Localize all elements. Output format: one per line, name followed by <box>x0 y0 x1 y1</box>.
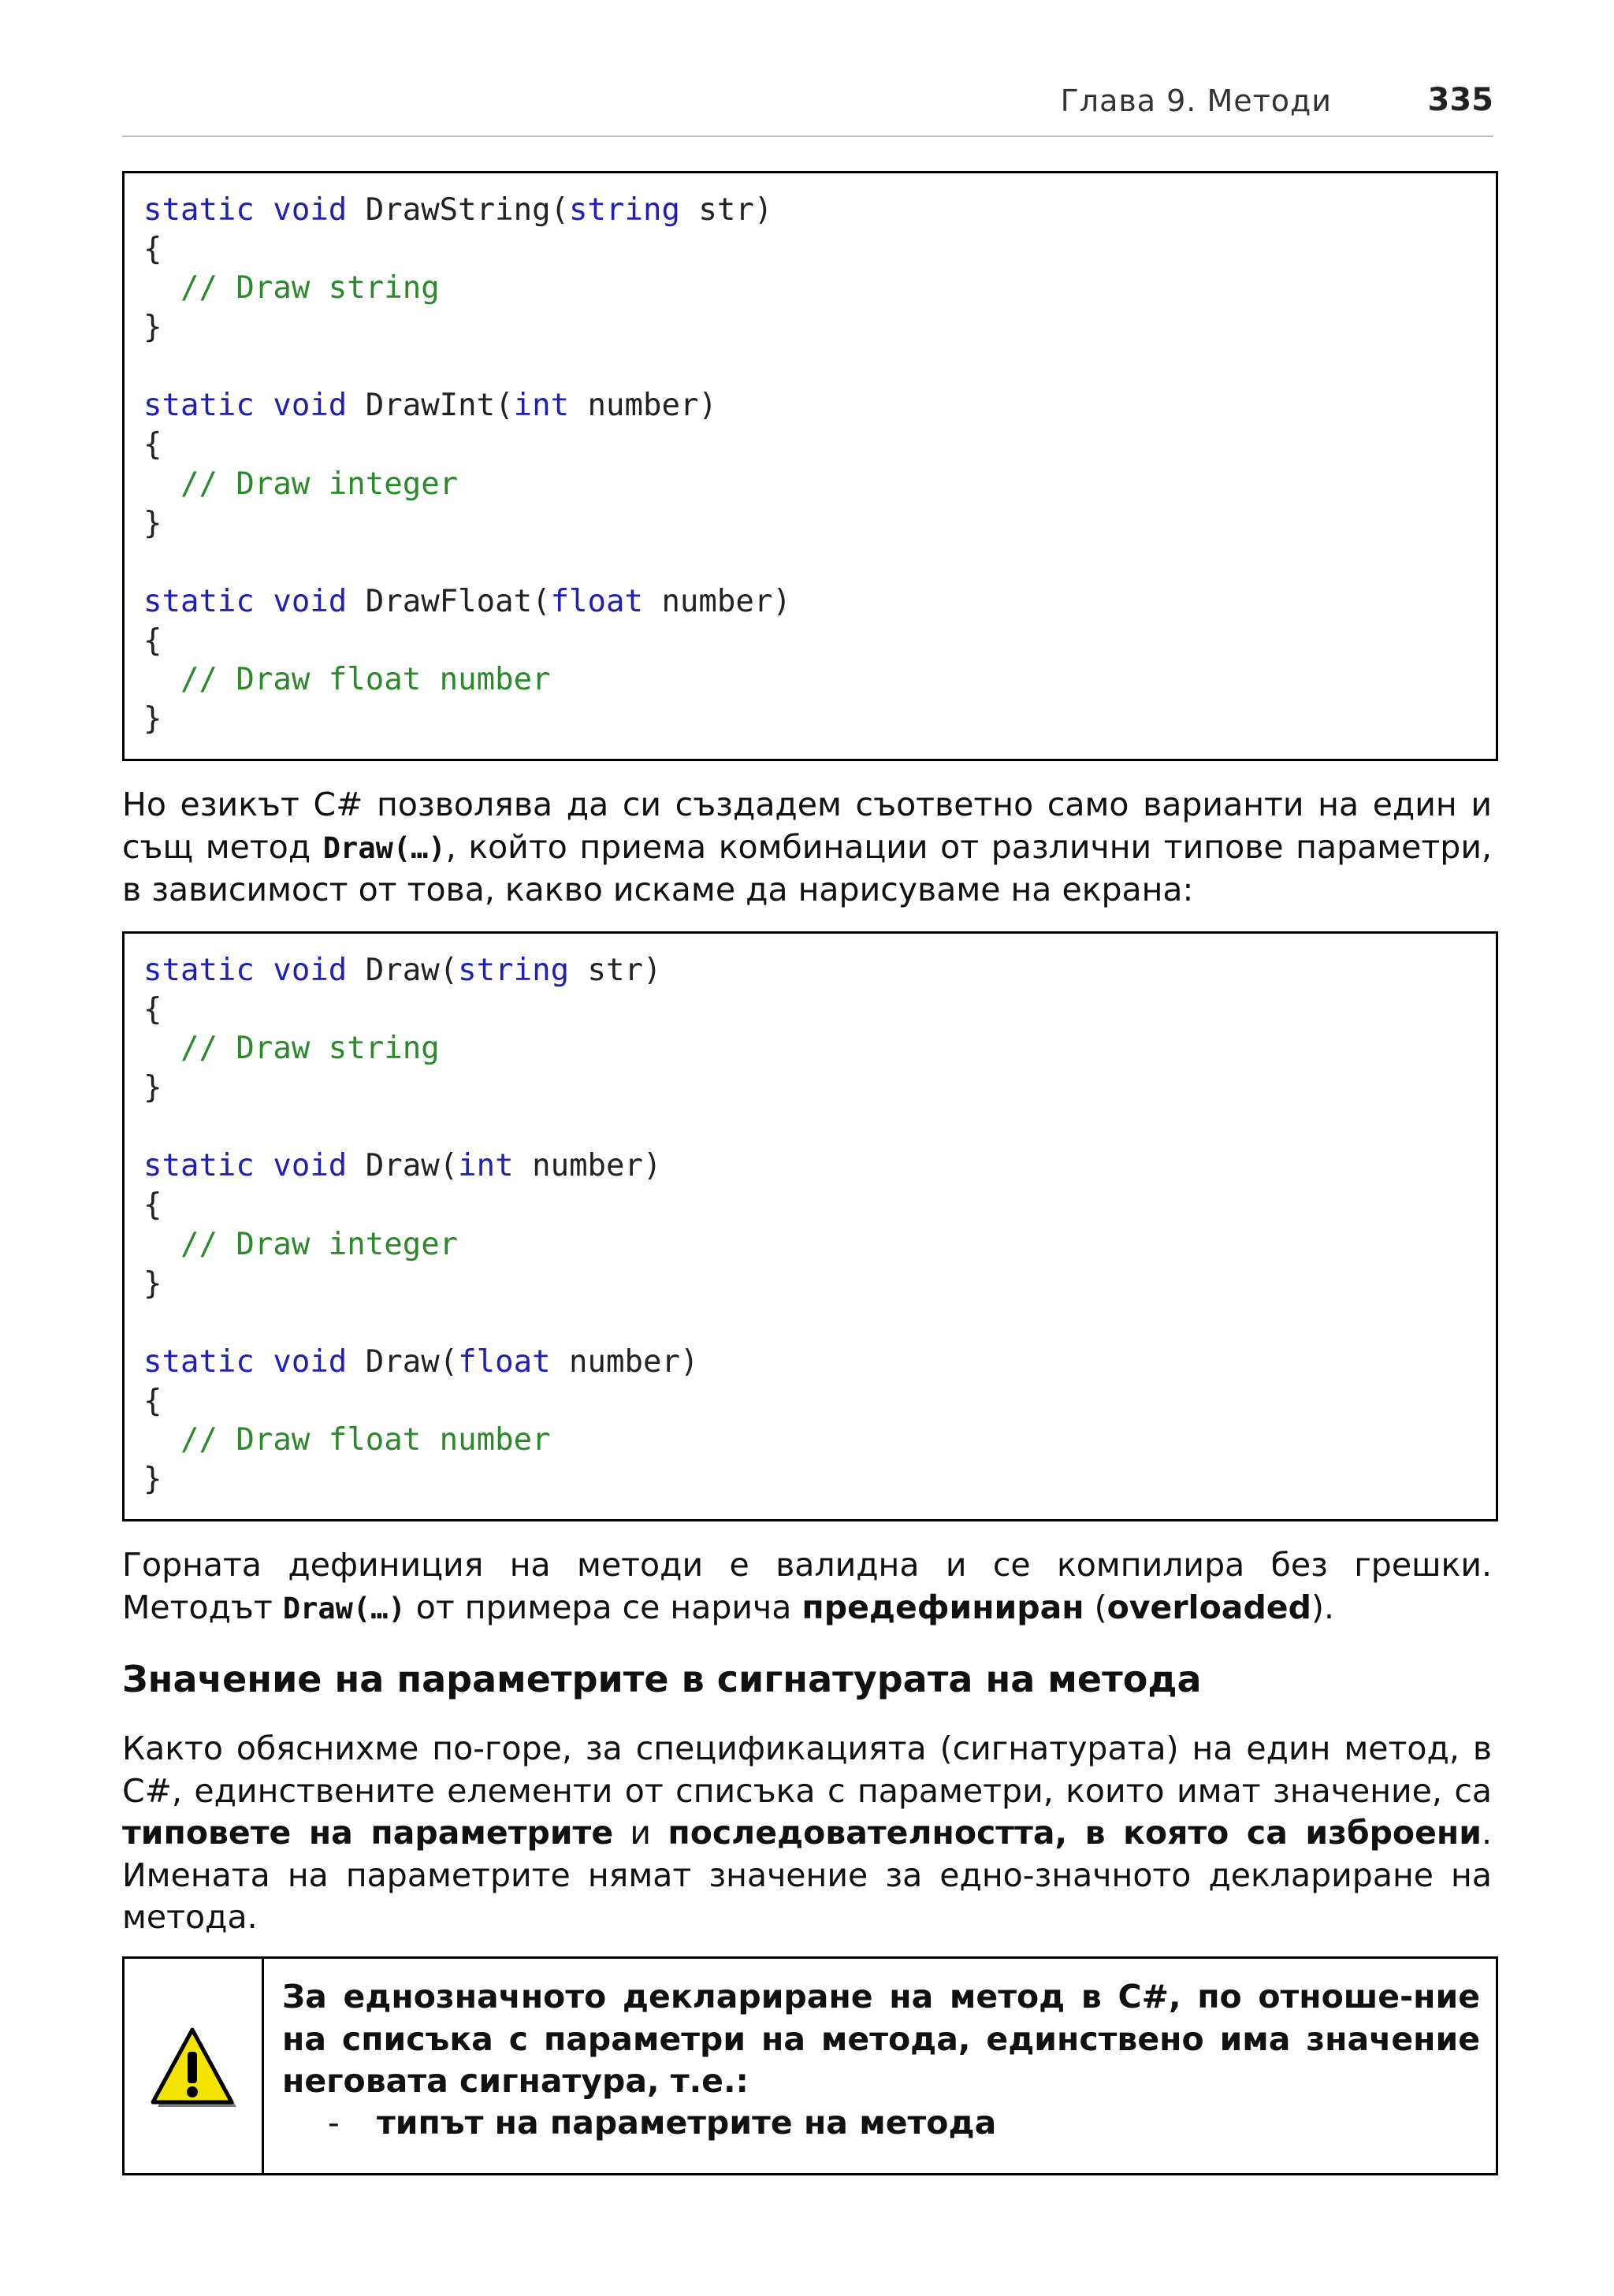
code-line <box>143 269 1496 308</box>
code-comment: // Draw string <box>143 270 440 307</box>
code-block-overloaded-draw <box>122 931 1498 1521</box>
page-number: 335 <box>1427 82 1493 118</box>
code-line <box>143 1343 1496 1382</box>
code-comment: // Draw string <box>143 1031 440 1067</box>
code-text: } <box>143 1265 162 1302</box>
code-line <box>143 1186 1496 1225</box>
term-parameter-types: типовете на параметрите <box>122 1814 614 1852</box>
code-block-draw-methods <box>122 171 1498 761</box>
code-text: Draw( <box>347 1148 459 1184</box>
code-text: } <box>143 310 162 346</box>
code-text: { <box>143 1383 162 1419</box>
code-text: number) <box>642 583 791 619</box>
term-predefined: предефиниран <box>801 1588 1084 1626</box>
code-keyword: static void <box>143 583 348 619</box>
code-text: DrawFloat( <box>347 583 551 619</box>
code-line <box>143 582 1496 622</box>
section-heading: Значение на параметрите в сигнатурата на метода <box>122 1658 1202 1700</box>
code-line <box>143 1382 1496 1421</box>
code-line <box>143 700 1496 739</box>
code-text: DrawInt( <box>347 388 514 424</box>
code-keyword: string <box>569 192 680 228</box>
inline-code-draw: Draw(…) <box>282 1591 406 1625</box>
code-line <box>143 951 1496 990</box>
code-text: { <box>143 231 162 267</box>
code-line <box>143 230 1496 269</box>
code-keyword: static void <box>143 388 348 424</box>
code-text: } <box>143 1070 162 1106</box>
code-line <box>143 191 1496 230</box>
code-keyword: int <box>458 1148 514 1184</box>
code-line <box>143 1108 1496 1147</box>
code-text: number) <box>513 1148 662 1184</box>
code-text: str) <box>569 953 662 988</box>
code-line <box>143 1460 1496 1499</box>
note-text: За еднозначното деклариране на метод в C#, по отноше-ние на списъка с параметри на метода, единствено има значение неговата сигнатура, т.е.: <box>282 1978 1480 2100</box>
code-line <box>143 1225 1496 1265</box>
code-keyword: float <box>458 1343 551 1380</box>
code-keyword: static void <box>143 953 348 988</box>
code-text: { <box>143 427 162 463</box>
code-line <box>143 347 1496 387</box>
code-line <box>143 465 1496 504</box>
code-text: { <box>143 622 162 659</box>
code-text: Draw( <box>347 953 459 988</box>
code-text: } <box>143 505 162 541</box>
code-text: { <box>143 991 162 1027</box>
code-line <box>143 622 1496 661</box>
inline-code-draw: Draw(…) <box>322 830 446 865</box>
code-line <box>143 543 1496 582</box>
code-line <box>143 1068 1496 1108</box>
term-overloaded: overloaded <box>1106 1588 1311 1626</box>
code-keyword: static void <box>143 1343 348 1380</box>
code-line <box>143 1146 1496 1186</box>
code-text: } <box>143 1461 162 1497</box>
code-line <box>143 504 1496 544</box>
code-line <box>143 990 1496 1030</box>
code-text: DrawString( <box>347 192 570 228</box>
warning-icon <box>148 2025 240 2116</box>
code-line <box>143 1265 1496 1304</box>
code-keyword: float <box>550 583 643 619</box>
note-bullet-item <box>328 2102 996 2145</box>
code-line <box>143 1421 1496 1460</box>
bullet-dash: - <box>328 2104 340 2142</box>
code-text: Draw( <box>347 1343 459 1380</box>
code-keyword: string <box>458 953 570 988</box>
term-parameter-order: последователността, в която са изброени <box>668 1814 1482 1852</box>
code-line <box>143 660 1496 700</box>
code-text: number) <box>569 388 717 424</box>
code-line <box>143 425 1496 465</box>
paragraph-overloaded-definition: Горната дефиниция на методи е валидна и се компилира без грешки. Методът Draw(…) от примера се нарича предефиниран (overloaded). <box>122 1546 1492 1626</box>
code-line <box>143 1303 1496 1343</box>
code-keyword: int <box>513 388 570 424</box>
note-icon-cell <box>125 1959 264 2173</box>
paragraph-signature-parameters: Както обяснихме по-горе, за спецификацията (сигнатурата) на един метод, в C#, единствените елементи от списъка с параметри, които имат значение, са типовете на параметрите и последователността, в която са изброени. Имената на параметрите нямат значение за едно-значното деклариране на метода. <box>122 1729 1492 1936</box>
code-comment: // Draw integer <box>143 466 459 502</box>
page-header <box>122 76 1493 137</box>
code-comment: // Draw float number <box>143 662 551 698</box>
code-comment: // Draw integer <box>143 1226 459 1262</box>
bullet-text: типът на параметрите на метода <box>377 2104 997 2142</box>
code-text: { <box>143 1187 162 1224</box>
code-comment: // Draw float number <box>143 1422 551 1458</box>
code-line <box>143 308 1496 347</box>
code-keyword: static void <box>143 192 348 228</box>
code-line <box>143 386 1496 425</box>
warning-note-box <box>122 1956 1498 2175</box>
chapter-title: Глава 9. Методи <box>1060 84 1332 118</box>
code-text: str) <box>679 192 773 228</box>
code-text: number) <box>550 1343 699 1380</box>
code-text: } <box>143 700 162 737</box>
paragraph-overloading-intro: Но езикът C# позволява да си създадем съответно само варианти на един и същ метод Draw(…), който приема комбинации от различни типове параметри, в зависимост от това, какво искаме да нарисуваме на екрана: <box>122 786 1492 908</box>
code-keyword: static void <box>143 1148 348 1184</box>
code-line <box>143 1029 1496 1068</box>
